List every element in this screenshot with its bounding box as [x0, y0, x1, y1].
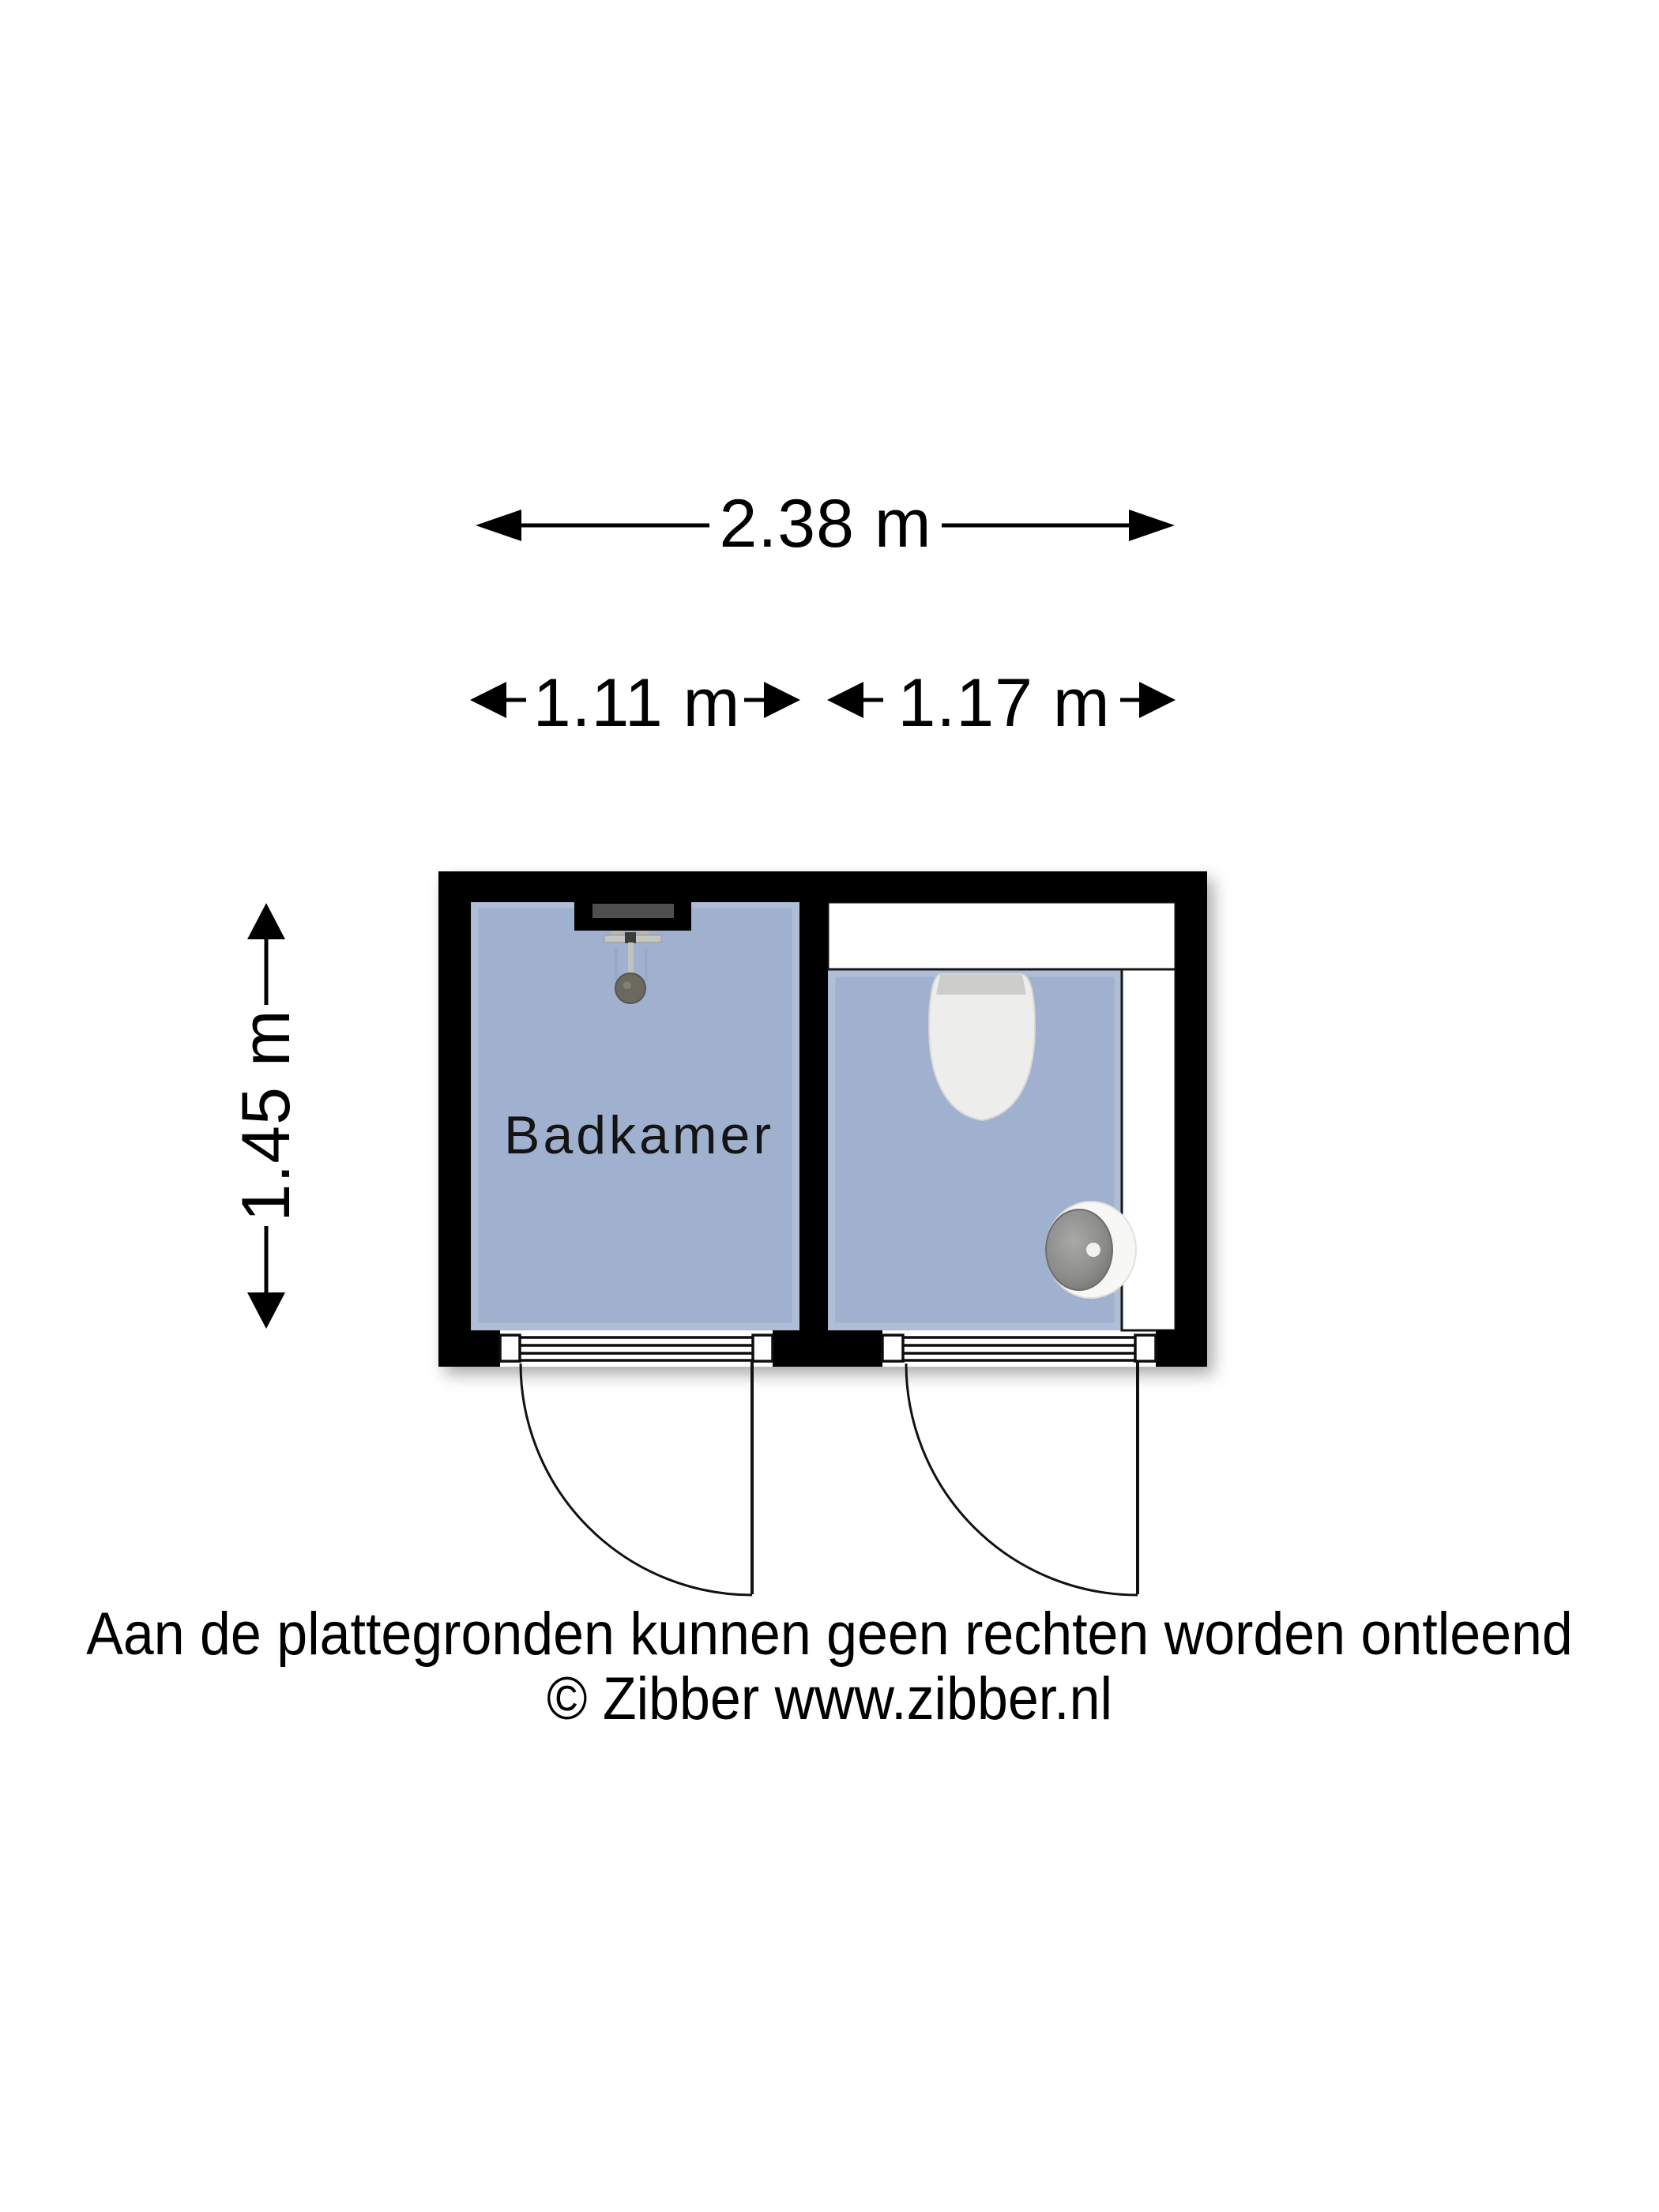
shower-pipe: [628, 942, 634, 976]
door-jamb: [882, 1335, 903, 1361]
arrowhead-right: [764, 682, 800, 718]
toilet-shelf-band: [828, 902, 1176, 969]
sink-fixture: [1046, 1202, 1136, 1298]
dimension-total-width-label: 2.38 m: [719, 486, 932, 562]
door-jamb: [500, 1335, 520, 1361]
doors: [521, 1360, 1138, 1595]
wall-left: [438, 871, 471, 1367]
dimension-left-room-label: 1.11 m: [532, 665, 741, 741]
dimension-height-label: 1.45 m: [228, 1009, 304, 1222]
arrowhead-right: [1139, 682, 1176, 718]
shower-valve: [625, 932, 636, 943]
arrowhead-left: [470, 682, 506, 718]
dimension-right-room-label: 1.17 m: [897, 665, 1111, 741]
shower-head-highlight: [623, 981, 631, 989]
copyright-text: © Zibber www.zibber.nl: [546, 1665, 1113, 1732]
shower-head: [615, 973, 645, 1003]
toilet-seat-band: [936, 975, 1026, 995]
door-jamb: [1135, 1335, 1156, 1361]
disclaimer-text: Aan de plattegronden kunnen geen rechten worden ontleend: [86, 1601, 1573, 1668]
niche-fixture: [592, 904, 674, 918]
arrowhead-left: [827, 682, 863, 718]
arrowhead-down: [247, 1292, 285, 1329]
wall-bottom-right: [1156, 1330, 1207, 1367]
sink-basin: [1046, 1209, 1112, 1290]
arrowhead-left: [476, 510, 521, 541]
door-jamb: [753, 1335, 773, 1361]
arrowhead-up: [247, 903, 285, 939]
wall-bottom-left: [438, 1330, 500, 1367]
wall-right: [1176, 871, 1207, 1367]
arrowhead-right: [1129, 510, 1175, 541]
sink-drain: [1086, 1243, 1100, 1257]
room-label-bathroom: Badkamer: [504, 1105, 774, 1165]
wall-top: [438, 871, 1207, 902]
wall-bottom-middle: [773, 1330, 882, 1367]
door-swing-arc-left: [521, 1364, 752, 1595]
door-swing-arc-right: [906, 1364, 1138, 1595]
wall-middle: [799, 901, 828, 1330]
toilet-duct-strip: [1122, 969, 1176, 1330]
footer: [66, 1602, 1593, 1732]
